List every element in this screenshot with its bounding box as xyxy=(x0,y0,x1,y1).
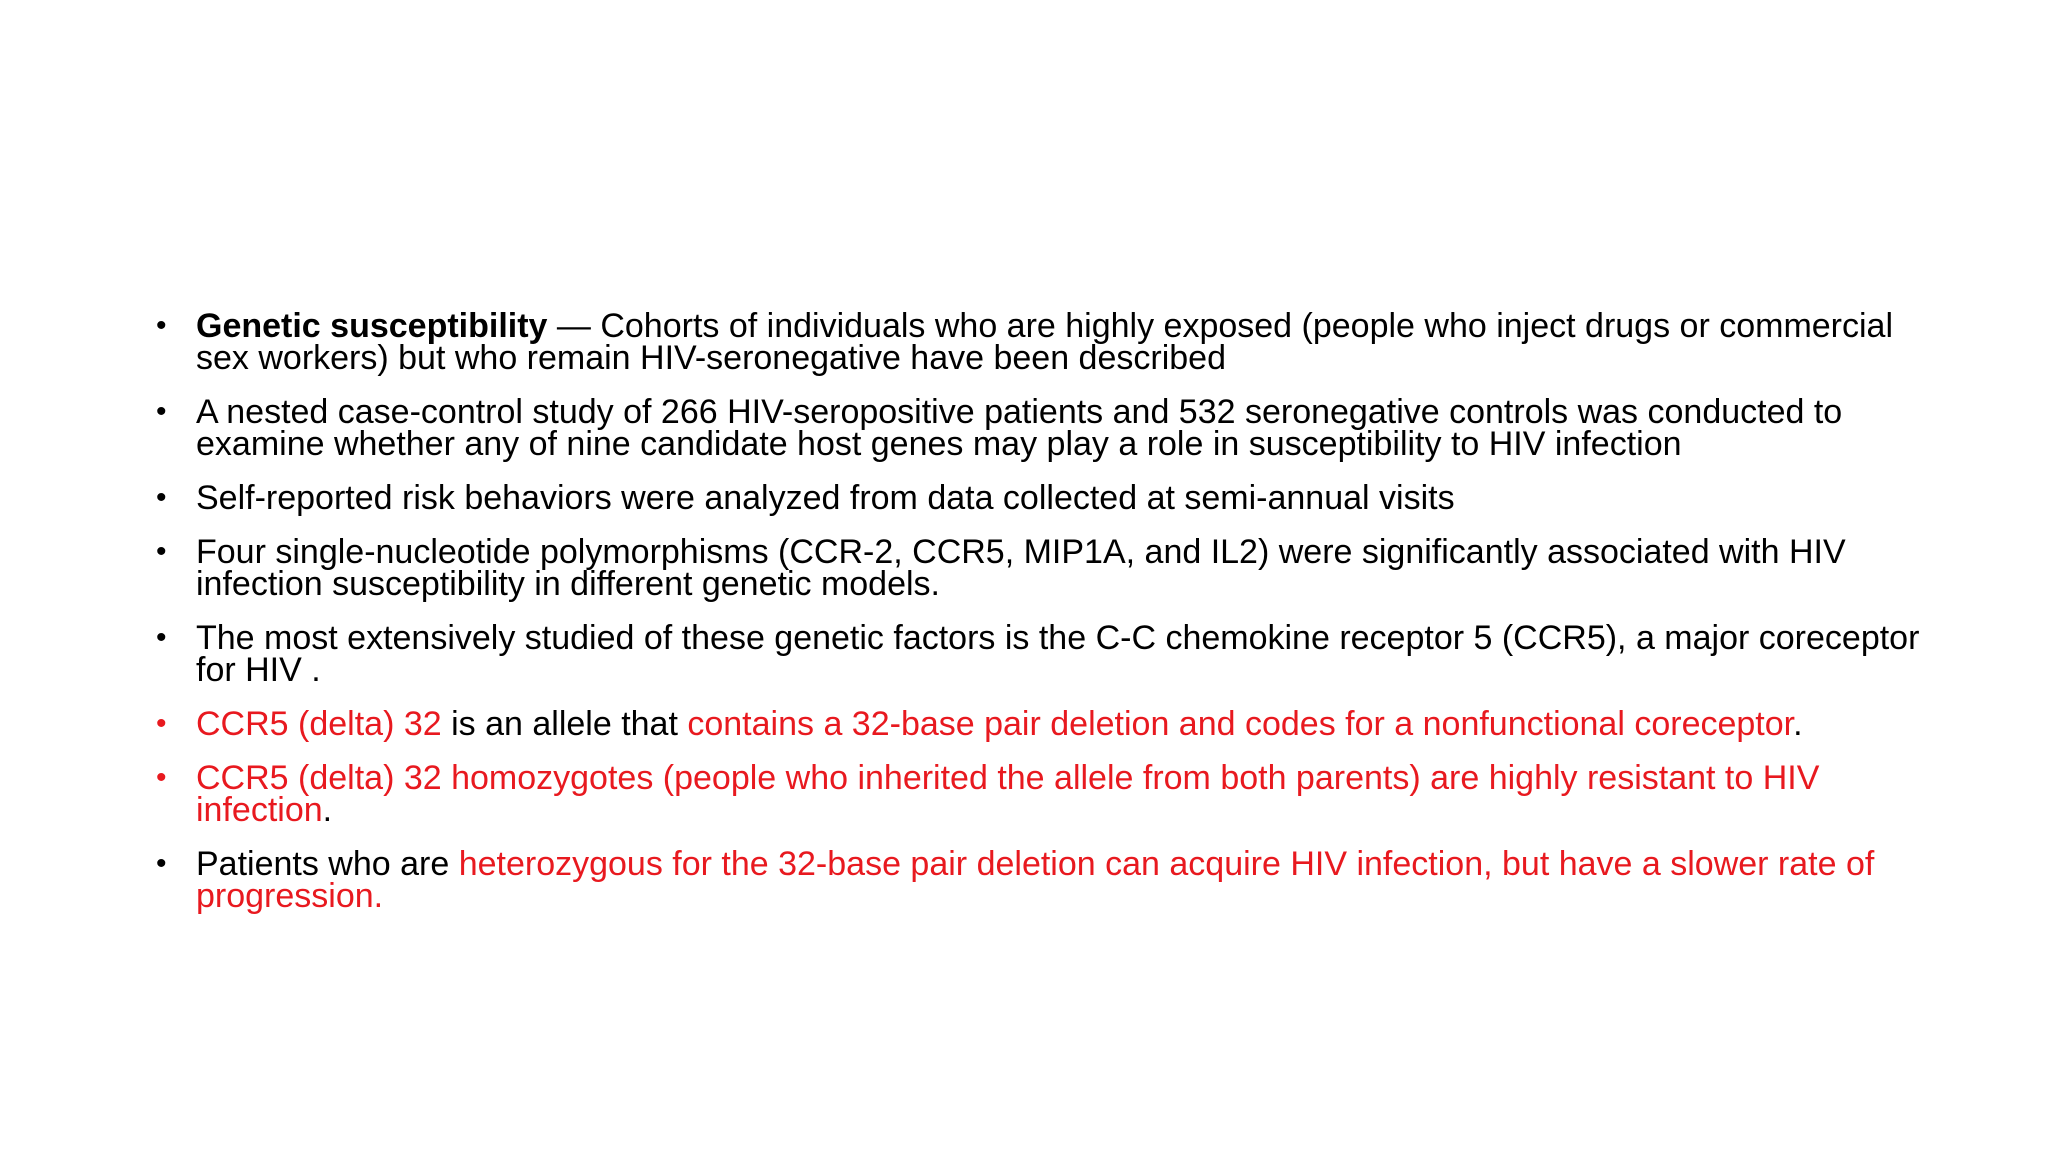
bullet-dot: • xyxy=(156,309,167,342)
bullet-homozygotes xyxy=(150,759,1930,829)
bullet-text: Self-reported risk behaviors were analyzed from data collected at semi-annual visits xyxy=(196,479,1455,517)
bullet-text-red: CCR5 (delta) 32 homozygotes (people who inherited the allele from both parents) are highly resistant to HIV infection xyxy=(196,759,1820,829)
bullet-ccr5 xyxy=(150,619,1930,689)
bullet-text-black: . xyxy=(322,791,333,829)
bullet-dot: • xyxy=(156,481,167,514)
bullet-dot: • xyxy=(156,761,167,794)
bullet-genetic-susceptibility xyxy=(150,307,1930,377)
bullet-lead-bold: Genetic susceptibility xyxy=(196,307,548,345)
bullet-case-control-study xyxy=(150,393,1930,463)
bullet-text-red: contains a 32-base pair deletion and codes for a nonfunctional coreceptor xyxy=(687,705,1794,743)
bullet-text: A nested case-control study of 266 HIV-seropositive patients and 532 seronegative controls was conducted to examine whether any of nine candidate host genes may play a role in susceptibility to HIV infection xyxy=(196,393,1843,463)
bullet-text-red: heterozygous for the 32-base pair deletion can acquire HIV infection, but have a slower rate of progression. xyxy=(196,845,1875,915)
bullet-list xyxy=(150,307,1930,934)
bullet-dot: • xyxy=(156,707,167,740)
bullet-snps xyxy=(150,533,1930,603)
bullet-text-black: is an allele that xyxy=(441,705,688,743)
bullet-risk-behaviors xyxy=(150,479,1930,517)
bullet-text: — Cohorts of individuals who are highly exposed (people who inject drugs or commercial sex workers) but who remain HIV-seronegative have been described xyxy=(196,307,1894,377)
bullet-text: Four single-nucleotide polymorphisms (CCR-2, CCR5, MIP1A, and IL2) were significantly associated with HIV infection susceptibility in different genetic models. xyxy=(196,533,1846,603)
bullet-text-black: . xyxy=(1793,705,1803,743)
bullet-dot: • xyxy=(156,535,167,568)
bullet-text-red: CCR5 (delta) 32 xyxy=(196,705,442,743)
bullet-dot: • xyxy=(156,395,167,428)
bullet-heterozygous xyxy=(150,845,1930,915)
bullet-dot: • xyxy=(156,621,167,654)
bullet-ccr5-delta32-allele xyxy=(150,705,1930,743)
bullet-text-black: Patients who are xyxy=(196,845,459,883)
bullet-dot: • xyxy=(156,847,167,880)
bullet-text: The most extensively studied of these genetic factors is the C-C chemokine receptor 5 (CCR5), a major coreceptor for HIV . xyxy=(196,619,1920,689)
